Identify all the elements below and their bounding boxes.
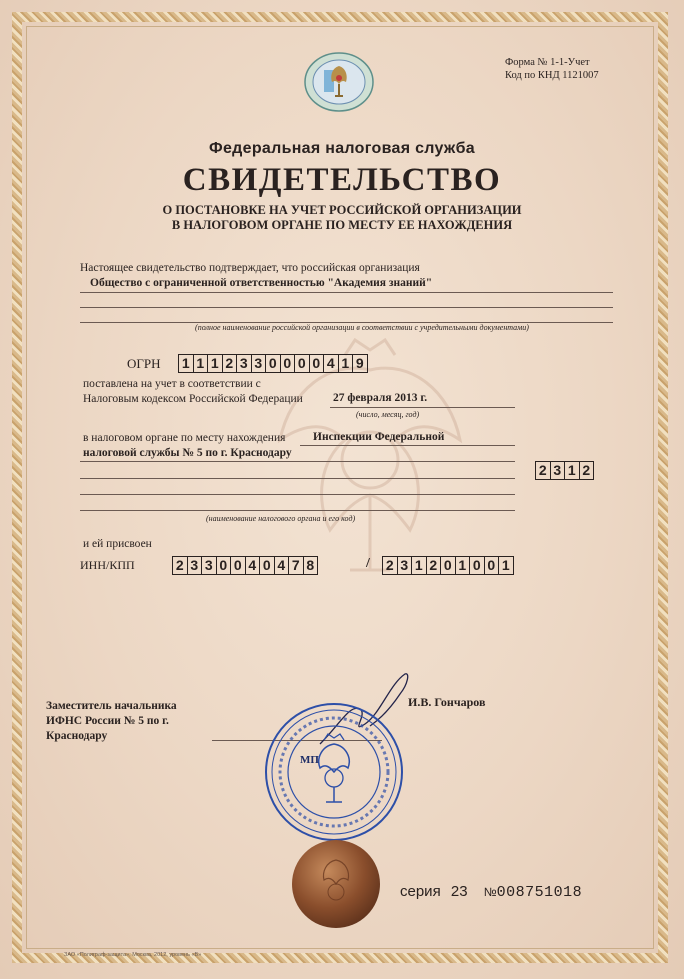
tax-office-line-3 bbox=[80, 478, 515, 479]
tax-office-line-4 bbox=[80, 494, 515, 495]
ogrn-digit: 2 bbox=[223, 355, 238, 372]
date-line bbox=[330, 407, 515, 408]
tax-office-name-line-1: Инспекции Федеральной bbox=[313, 431, 445, 443]
registration-date: 27 февраля 2013 г. bbox=[333, 392, 428, 404]
position-line-3: Краснодару bbox=[46, 730, 108, 742]
inn-digit: 2 bbox=[173, 557, 188, 574]
inn-digit: 0 bbox=[217, 557, 232, 574]
ogrn-digit: 0 bbox=[310, 355, 325, 372]
form-number: Форма № 1-1-Учет bbox=[505, 57, 590, 68]
ogrn-digit: 0 bbox=[266, 355, 281, 372]
inn-digit: 0 bbox=[260, 557, 275, 574]
ogrn-digit: 4 bbox=[324, 355, 339, 372]
organization-caption: (полное наименование российской организации в соответствии с учредительными документами) bbox=[195, 323, 529, 332]
date-caption: (число, месяц, год) bbox=[356, 410, 420, 419]
ogrn-digit: 1 bbox=[194, 355, 209, 372]
stamp-mp-label: МП bbox=[300, 754, 319, 766]
kpp-digit: 0 bbox=[485, 557, 500, 574]
inn-digit: 4 bbox=[246, 557, 261, 574]
official-stamp-icon bbox=[262, 700, 406, 844]
kpp-digit: 1 bbox=[456, 557, 471, 574]
service-name: Федеральная налоговая служба bbox=[209, 140, 475, 157]
tax-office-prefix: в налоговом органе по месту нахождения bbox=[83, 432, 286, 444]
position-line-1: Заместитель начальника bbox=[46, 700, 177, 712]
kpp-digit: 1 bbox=[412, 557, 427, 574]
inn-digit: 3 bbox=[188, 557, 203, 574]
ogrn-digit: 0 bbox=[281, 355, 296, 372]
tax-office-caption: (наименование налогового органа и его код) bbox=[206, 514, 356, 523]
signatory-position bbox=[46, 699, 177, 744]
ogrn-digit: 1 bbox=[208, 355, 223, 372]
tax-office-code-boxes bbox=[535, 461, 594, 480]
series-block bbox=[400, 883, 582, 901]
document-subtitle bbox=[0, 203, 684, 233]
inn-kpp-label: ИНН/КПП bbox=[80, 558, 135, 572]
tax-office-code-digit: 1 bbox=[565, 462, 580, 479]
kpp-digit: 3 bbox=[398, 557, 413, 574]
inn-digit: 7 bbox=[289, 557, 304, 574]
inn-digit: 4 bbox=[275, 557, 290, 574]
registration-line-2: Налоговым кодексом Российской Федерации bbox=[83, 393, 303, 405]
certificate-number: 008751018 bbox=[496, 884, 583, 901]
knd-code: Код по КНД 1121007 bbox=[505, 70, 599, 81]
document-title: СВИДЕТЕЛЬСТВО bbox=[182, 162, 502, 198]
tax-office-line-1 bbox=[300, 445, 515, 446]
ogrn-digit: 9 bbox=[355, 355, 364, 371]
kpp-digit: 0 bbox=[470, 557, 485, 574]
series-label: серия bbox=[400, 883, 441, 900]
subtitle-line-1: О ПОСТАНОВКЕ НА УЧЕТ РОССИЙСКОЙ ОРГАНИЗАЦИИ bbox=[162, 203, 522, 217]
subtitle-line-2: В НАЛОГОВОМ ОРГАНЕ ПО МЕСТУ ЕЕ НАХОЖДЕНИЯ bbox=[171, 218, 513, 232]
registration-line-1: поставлена на учет в соответствии с bbox=[83, 378, 261, 390]
number-sign: № bbox=[483, 885, 497, 899]
kpp-digit: 0 bbox=[441, 557, 456, 574]
organization-name: Общество с ограниченной ответственностью "Академия знаний" bbox=[90, 277, 433, 289]
inn-digit: 3 bbox=[202, 557, 217, 574]
tax-office-line-5 bbox=[80, 510, 515, 511]
kpp-digit: 2 bbox=[427, 557, 442, 574]
ogrn-digit: 3 bbox=[252, 355, 267, 372]
ogrn-label: ОГРН bbox=[127, 356, 161, 371]
inn-digit: 8 bbox=[306, 557, 315, 573]
intro-text: Настоящее свидетельство подтверждает, что российская организация bbox=[80, 262, 420, 274]
ogrn-boxes bbox=[178, 354, 368, 373]
series-value: 23 bbox=[450, 883, 468, 900]
inn-digit: 0 bbox=[231, 557, 246, 574]
tax-office-code-digit: 3 bbox=[551, 462, 566, 479]
org-name-line-1 bbox=[80, 292, 613, 293]
kpp-boxes bbox=[382, 556, 514, 575]
inn-kpp-separator: / bbox=[366, 556, 370, 571]
ogrn-digit: 3 bbox=[237, 355, 252, 372]
assigned-text: и ей присвоен bbox=[83, 538, 152, 550]
tax-office-line-2 bbox=[80, 461, 515, 462]
holographic-seal-icon bbox=[290, 838, 382, 930]
tax-office-code-digit: 2 bbox=[582, 462, 591, 478]
kpp-digit: 1 bbox=[501, 557, 510, 573]
signatory-name: И.В. Гончаров bbox=[408, 695, 486, 709]
tax-office-code-digit: 2 bbox=[536, 462, 551, 479]
form-number-block bbox=[505, 56, 599, 82]
state-emblem-icon bbox=[302, 50, 376, 114]
ogrn-digit: 0 bbox=[295, 355, 310, 372]
org-name-line-2 bbox=[80, 307, 613, 308]
position-line-2: ИФНС России № 5 по г. bbox=[46, 715, 169, 727]
tax-office-name-line-2: налоговой службы № 5 по г. Краснодару bbox=[83, 447, 292, 459]
ogrn-digit: 1 bbox=[339, 355, 354, 372]
ogrn-digit: 1 bbox=[179, 355, 194, 372]
kpp-digit: 2 bbox=[383, 557, 398, 574]
printer-footer: ЗАО «Полиграф-защита», Москва, 2012, уровень «В» bbox=[64, 952, 202, 958]
inn-boxes bbox=[172, 556, 318, 575]
